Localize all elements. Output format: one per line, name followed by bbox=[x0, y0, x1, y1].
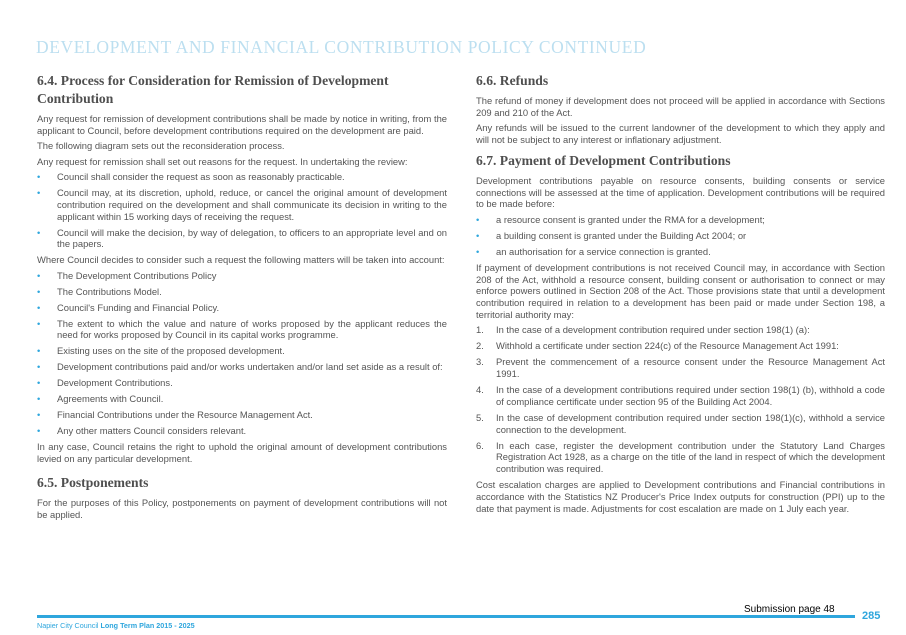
paragraph: Development contributions payable on resource consents, building consents or service connections will be assessed at the time of application. Development contributions will be required to be made before: bbox=[476, 174, 885, 210]
bullet-icon: • bbox=[37, 226, 41, 238]
list-item: • a resource consent is granted under the RMA for a development; bbox=[476, 213, 765, 225]
review-bullet-list bbox=[37, 171, 447, 250]
list-item: • Development contributions paid and/or works undertaken and/or land set aside as a result of: bbox=[37, 361, 443, 373]
footer-org: Napier City Council bbox=[37, 621, 99, 630]
list-item: • The Development Contributions Policy bbox=[37, 269, 217, 281]
list-item: 1. In the case of a development contribution required under section 198(1) (a): bbox=[476, 324, 810, 336]
paragraph: The following diagram sets out the reconsideration process. bbox=[37, 140, 285, 152]
left-column bbox=[37, 72, 447, 524]
footer-divider bbox=[37, 615, 855, 618]
section-6-6-heading: 6.6. Refunds bbox=[476, 73, 549, 88]
list-item: • Financial Contributions under the Resource Management Act. bbox=[37, 409, 313, 421]
bullet-icon: • bbox=[37, 377, 41, 389]
paragraph: For the purposes of this Policy, postponements on payment of development contributions will not be applied. bbox=[37, 496, 447, 520]
list-item: • Agreements with Council. bbox=[37, 393, 164, 405]
bullet-icon: • bbox=[37, 317, 41, 329]
section-6-7-heading: 6.7. Payment of Development Contributions bbox=[476, 152, 731, 168]
paragraph: Any request for remission of development contributions shall be made by notice in writing, from the applicant to Council, before development contributions required on the development are paid. bbox=[37, 113, 447, 136]
list-item: • a building consent is granted under the Building Act 2004; or bbox=[476, 229, 747, 241]
section-6-4-heading: 6.4. Process for Consideration for Remission of Development Contribution bbox=[37, 73, 389, 106]
paragraph: Any request for remission shall set out reasons for the request. In undertaking the review: bbox=[37, 155, 408, 167]
matters-bullet-list bbox=[37, 270, 447, 437]
bullet-icon: • bbox=[37, 269, 41, 281]
section-6-5-heading: 6.5. Postponements bbox=[37, 474, 149, 490]
bullet-icon: • bbox=[37, 186, 41, 198]
footer-plan: Long Term Plan 2015 - 2025 bbox=[100, 621, 195, 630]
bullet-icon: • bbox=[37, 409, 41, 421]
list-item: 4. In the case of a development contributions required under section 198(1) (b), withhold a code of compliance certificate under section 95 of the Building Act 2004. bbox=[476, 384, 885, 407]
paragraph: The refund of money if development does not proceed will be applied in accordance with Sections 209 and 210 of the Act. bbox=[476, 95, 885, 118]
list-item: • Council may, at its discretion, uphold, reduce, or cancel the original amount of development contribution required on the development and shall communicate its decision in writing to the applicant within 15 working days of receiving the request. bbox=[37, 186, 447, 222]
submission-page-label: Submission page 48 bbox=[744, 604, 835, 615]
paragraph: In any case, Council retains the right to uphold the original amount of development contributions levied on any particular development. bbox=[37, 441, 447, 465]
list-item: 5. In the case of development contribution required under section 198(1)(c), withhold a service connection to the development. bbox=[476, 411, 885, 435]
before-bullet-list bbox=[476, 214, 885, 258]
footer-publication bbox=[37, 621, 195, 630]
bullet-icon: • bbox=[476, 229, 480, 241]
right-column bbox=[476, 72, 885, 518]
bullet-icon: • bbox=[476, 213, 480, 225]
list-item: • Development Contributions. bbox=[37, 377, 173, 389]
list-item: 2. Withhold a certificate under section 224(c) of the Resource Management Act 1991: bbox=[476, 340, 839, 352]
list-item: 6. In each case, register the development contribution under the Statutory Land Charges Registration Act 1928, as a charge on the title of the land in respect of which the development contribution was required. bbox=[476, 439, 885, 475]
paragraph: Cost escalation charges are applied to Development contributions and Financial contributions in accordance with the Statistics NZ Producer's Price Index outputs for construction (PPI) up to the date that payment is made. Adjustments for cost escalation are made on 1 July each year. bbox=[476, 479, 885, 514]
list-item: • Council shall consider the request as soon as reasonably practicable. bbox=[37, 170, 345, 182]
list-item: • Any other matters Council considers relevant. bbox=[37, 425, 247, 437]
list-item: • The extent to which the value and nature of works proposed by the applicant reduces the need for works proposed by Council in its capital works programme. bbox=[37, 317, 447, 341]
list-item: • The Contributions Model. bbox=[37, 285, 162, 297]
bullet-icon: • bbox=[37, 393, 41, 405]
bullet-icon: • bbox=[37, 170, 41, 182]
list-item: • Council will make the decision, by way of delegation, to officers to an appropriate level and on the papers. bbox=[37, 226, 447, 250]
list-item: • Council's Funding and Financial Policy. bbox=[37, 301, 220, 313]
paragraph: Any refunds will be issued to the current landowner of the development to which they apply and will not be subject to any interest or inflationary adjustment. bbox=[476, 122, 885, 145]
paragraph: If payment of development contributions is not received Council may, in accordance with Section 208 of the Act, withhold a resource consent, building consent or authorisation to connect or may enforce powers outlined in Section 208 of the Act. Those provisions state that until a development contribution required in relation to a development has been paid or made under Section 198, a territorial authority may: bbox=[476, 261, 885, 320]
bullet-icon: • bbox=[476, 245, 480, 257]
bullet-icon: • bbox=[37, 425, 41, 437]
bullet-icon: • bbox=[37, 361, 41, 373]
bullet-icon: • bbox=[37, 285, 41, 297]
list-item: 3. Prevent the commencement of a resource consent under the Resource Management Act 1991. bbox=[476, 356, 885, 380]
page-number: 285 bbox=[862, 610, 881, 622]
page-header-title: DEVELOPMENT AND FINANCIAL CONTRIBUTION POLICY CONTINUED bbox=[36, 37, 647, 57]
bullet-icon: • bbox=[37, 345, 41, 357]
numbered-list bbox=[476, 324, 885, 475]
list-item: • Existing uses on the site of the proposed development. bbox=[37, 345, 285, 357]
bullet-icon: • bbox=[37, 301, 41, 313]
list-item: • an authorisation for a service connection is granted. bbox=[476, 245, 711, 257]
paragraph: Where Council decides to consider such a request the following matters will be taken into account: bbox=[37, 254, 445, 266]
